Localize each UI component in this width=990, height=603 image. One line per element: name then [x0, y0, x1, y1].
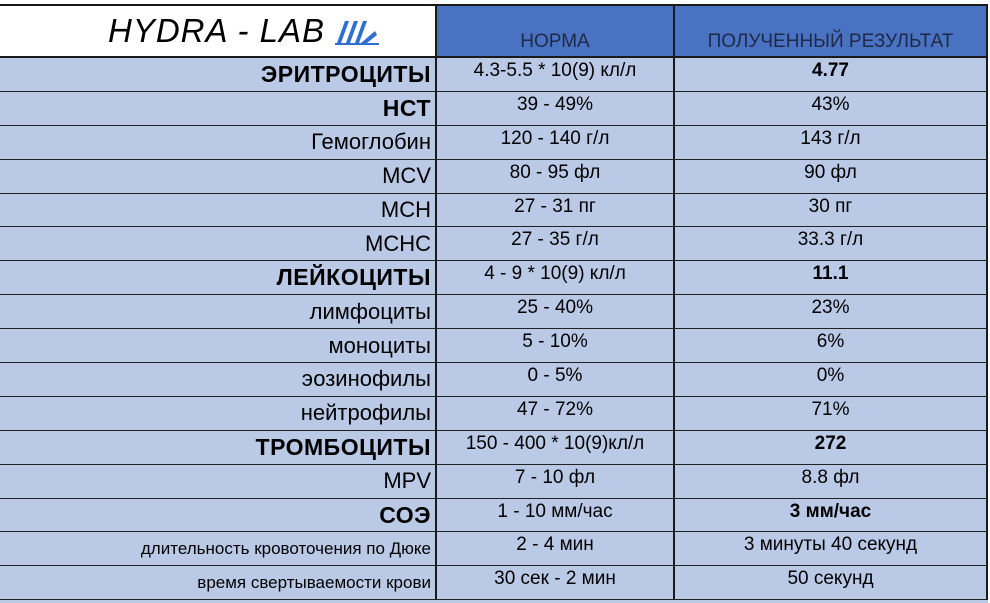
result-value: 272: [675, 431, 988, 464]
table-row: [0, 397, 988, 431]
result-value: 8.8 фл: [675, 465, 988, 498]
table-header-row: [0, 6, 988, 58]
result-value: 30 пг: [675, 194, 988, 227]
parameter-name-text: ЛЕЙКОЦИТЫ: [276, 264, 431, 291]
norm-value: 30 сек - 2 мин: [437, 566, 675, 599]
norm-value: 0 - 5%: [437, 363, 675, 396]
result-value: 3 мм/час: [675, 499, 988, 532]
norm-value: 27 - 35 г/л: [437, 227, 675, 260]
parameter-name-text: MCV: [382, 163, 431, 189]
result-value: 143 г/л: [675, 126, 988, 159]
parameter-name: [0, 194, 437, 227]
parameter-name-text: НСТ: [382, 94, 431, 121]
parameter-name: [0, 532, 437, 565]
norm-value: 47 - 72%: [437, 397, 675, 430]
parameter-name-text: MCHC: [365, 230, 431, 256]
logo-text: HYDRA - LAB: [108, 12, 325, 49]
result-value: 11.1: [675, 261, 988, 294]
result-value: 71%: [675, 397, 988, 430]
norm-value: 25 - 40%: [437, 295, 675, 328]
norm-value: 5 - 10%: [437, 329, 675, 362]
parameter-name-text: MPV: [383, 468, 431, 494]
parameter-name-text: Гемоглобин: [311, 129, 431, 155]
parameter-name: [0, 363, 437, 396]
parameter-name-text: моноциты: [328, 332, 431, 358]
parameter-name: [0, 58, 437, 91]
table-row: [0, 532, 988, 566]
parameter-name: [0, 431, 437, 464]
result-column-header: ПОЛУЧЕННЫЙ РЕЗУЛЬТАТ: [675, 6, 988, 56]
parameter-name: [0, 397, 437, 430]
parameter-name: [0, 92, 437, 125]
norm-value: 1 - 10 мм/час: [437, 499, 675, 532]
parameter-name: [0, 261, 437, 294]
table-row: [0, 261, 988, 295]
table-row: [0, 92, 988, 126]
norm-value: 7 - 10 фл: [437, 465, 675, 498]
norm-value: 4.3-5.5 * 10(9) кл/л: [437, 58, 675, 91]
table-row: [0, 58, 988, 92]
norm-value: 39 - 49%: [437, 92, 675, 125]
parameter-name-text: время свертываемости крови: [197, 572, 431, 592]
logo-cell: [0, 6, 437, 56]
hydra-lab-logo-icon: [335, 17, 379, 45]
result-value: 3 минуты 40 секунд: [675, 532, 988, 565]
table-row: [0, 329, 988, 363]
table-row: [0, 126, 988, 160]
parameter-name: [0, 160, 437, 193]
parameter-name: [0, 499, 437, 532]
result-value: 33.3 г/л: [675, 227, 988, 260]
norm-value: 120 - 140 г/л: [437, 126, 675, 159]
table-row: [0, 295, 988, 329]
norm-value: 150 - 400 * 10(9)кл/л: [437, 431, 675, 464]
result-value: 6%: [675, 329, 988, 362]
parameter-name-text: эозинофилы: [301, 366, 431, 392]
norm-value: 27 - 31 пг: [437, 194, 675, 227]
table-row: [0, 431, 988, 465]
table-row: [0, 566, 988, 600]
table-row: [0, 227, 988, 261]
parameter-name-text: ЭРИТРОЦИТЫ: [260, 60, 431, 87]
parameter-name: [0, 295, 437, 328]
lab-results-table: [0, 4, 988, 603]
parameter-name: [0, 227, 437, 260]
result-value: 4.77: [675, 58, 988, 91]
result-value: 90 фл: [675, 160, 988, 193]
table-row: [0, 160, 988, 194]
parameter-name-text: СОЭ: [379, 501, 431, 528]
result-value: 0%: [675, 363, 988, 396]
table-row: [0, 363, 988, 397]
parameter-name: [0, 465, 437, 498]
parameter-name-text: лимфоциты: [309, 298, 431, 324]
norm-value: 4 - 9 * 10(9) кл/л: [437, 261, 675, 294]
parameter-name: [0, 329, 437, 362]
parameter-name-text: ТРОМБОЦИТЫ: [255, 433, 431, 460]
table-row: [0, 465, 988, 499]
result-value: 50 секунд: [675, 566, 988, 599]
result-value: 23%: [675, 295, 988, 328]
norm-value: 2 - 4 мин: [437, 532, 675, 565]
parameter-name: [0, 566, 437, 599]
norm-column-header: НОРМА: [437, 6, 675, 56]
parameter-name-text: MCH: [380, 197, 431, 222]
table-row: [0, 194, 988, 228]
table-row: [0, 499, 988, 533]
parameter-name-text: нейтрофилы: [300, 400, 431, 426]
norm-value: 80 - 95 фл: [437, 160, 675, 193]
result-value: 43%: [675, 92, 988, 125]
parameter-name-text: длительность кровоточения по Дюке: [140, 538, 431, 558]
parameter-name: [0, 126, 437, 159]
